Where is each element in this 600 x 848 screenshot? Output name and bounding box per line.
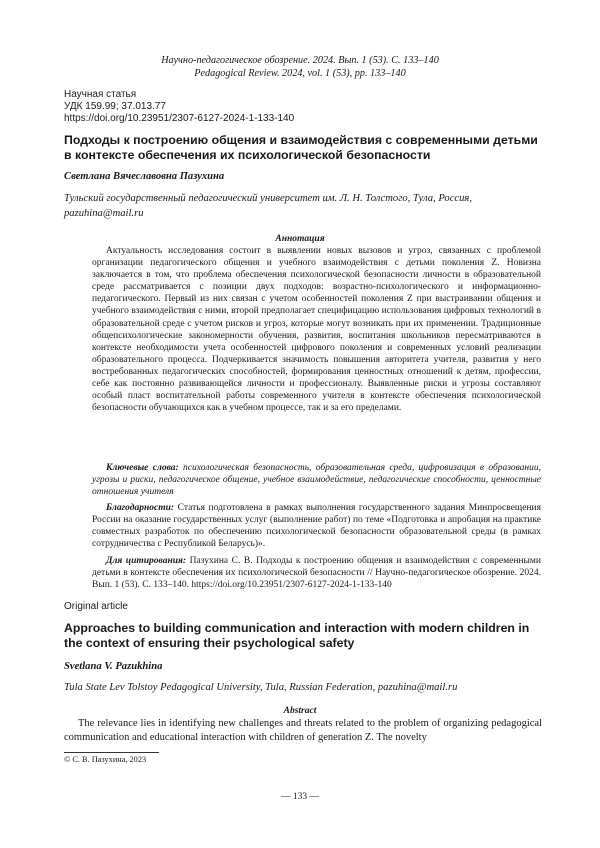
ack-text: Статья подготовлена в рамках выполнения государственного задания Минпросвещения России на оказание государственных услуг (выполнение работ) по теме «Подготовка и апробация на практике совместных разработок по обеспечению психологической безопасности образовательной среды (в рамках сотрудничества с Республикой Беларусь)». [92, 503, 541, 550]
keywords-ru [92, 462, 541, 498]
abstract-ru-text: Актуальность исследования состоит в выявлении новых вызовов и угроз, связанных с проблемой организации педагогического общения и учебного взаимодействия с детьми поколения Z. Новизна заключается в том, что проблема обеспечения психологической безопасности личности в образовательной среде рассматривается с позиции двух подходов: возрастно-психологического и информационно-педагогического. Первый из них связан с учетом особенностей поколения Z при выстраивании общения и учебного взаимодействия с ними, второй предполагает специфицацию использования цифровых технологий в образовательной среде с учетом рисков и угроз, которые могут возникать при их применении. Традиционные общепсихологические закономерности обучения, развития, воспитания школьников пересматриваются в контексте необходимости учета особенностей цифрового поколения и современных условий реализации образовательного процесса. Подчеркивается значимость повышения авторитета учителя, развития у него востребованных педагогических способностей, формирования ценностных отношений к детям, профессии, себе как постоянно развивающейся личности и профессионалу. Выявленные риски и угрозы составляют особый пласт воспитательной работы современного учителя в контексте обеспечения психологической безопасности обучающихся как в учебном процессе, так и за его пределами. [92, 246, 541, 414]
affiliation-ru-text: Тульский государственный педагогический университет им. Л. Н. Толстого, Тула, Россия, [64, 193, 472, 204]
footnote-divider [64, 752, 159, 753]
abstract-en [64, 717, 542, 745]
cite-label: Для цитирования: [106, 556, 187, 566]
title-ru: Подходы к построению общения и взаимодействия с современными детьми в контексте обеспечения их психологической безопасности [64, 133, 538, 162]
author-ru: Светлана Вячеславовна Пазухина [64, 171, 225, 182]
email-ru[interactable]: pazuhina@mail.ru [64, 208, 144, 219]
keywords-label: Ключевые слова: [106, 463, 179, 473]
abstract-heading-ru: Аннотация [275, 234, 325, 244]
title-en: Approaches to building communication and interaction with modern children in the context of ensuring their psychological safety [64, 621, 530, 650]
affiliation-en: Tula State Lev Tolstoy Pedagogical University, Tula, Russian Federation, pazuhina@mail.ru [64, 682, 458, 693]
cite-text: Пазухина С. В. Подходы к построению общения и взаимодействия с современными детьми в контексте обеспечения их психологической безопасности // Научно-педагогическое обозрение. 2024. Вып. 1 (53). С. 133–140. https://doi.org/10.23951/2307-6127-2024-1-133-140 [92, 556, 542, 591]
keywords-text: психологическая безопасность, образовательная среда, цифровизация в образовании, угрозы и риски, педагогическое общение, учебное взаимодействие, педагогические способности, ценностные отношения учителя [92, 463, 541, 498]
citation-ru [92, 555, 541, 591]
acknowledgements-ru [92, 502, 541, 550]
article-type-ru: Научная статья [64, 89, 137, 100]
abstract-ru [92, 245, 541, 414]
copyright-footnote: © С. В. Пазухина, 2023 [64, 755, 147, 764]
page-number: — 133 — [281, 792, 319, 802]
journal-header-en: Pedagogical Review. 2024, vol. 1 (53), pp. 133–140 [194, 68, 406, 79]
abstract-en-text: The relevance lies in identifying new challenges and threats related to the problem of organizing pedagogical communication and educational interaction with children of generation Z. The novelty [64, 718, 542, 743]
doi-link[interactable]: https://doi.org/10.23951/2307-6127-2024-1-133-140 [64, 113, 295, 124]
abstract-heading-en: Abstract [283, 706, 317, 716]
article-type-en: Original article [64, 601, 128, 612]
author-en: Svetlana V. Pazukhina [64, 661, 163, 672]
udc-code: УДК 159.99; 37.013.77 [64, 101, 166, 112]
journal-header-ru: Научно-педагогическое обозрение. 2024. Вып. 1 (53). С. 133–140 [161, 55, 439, 66]
ack-label: Благодарности: [106, 503, 175, 513]
affiliation-ru [64, 191, 542, 221]
